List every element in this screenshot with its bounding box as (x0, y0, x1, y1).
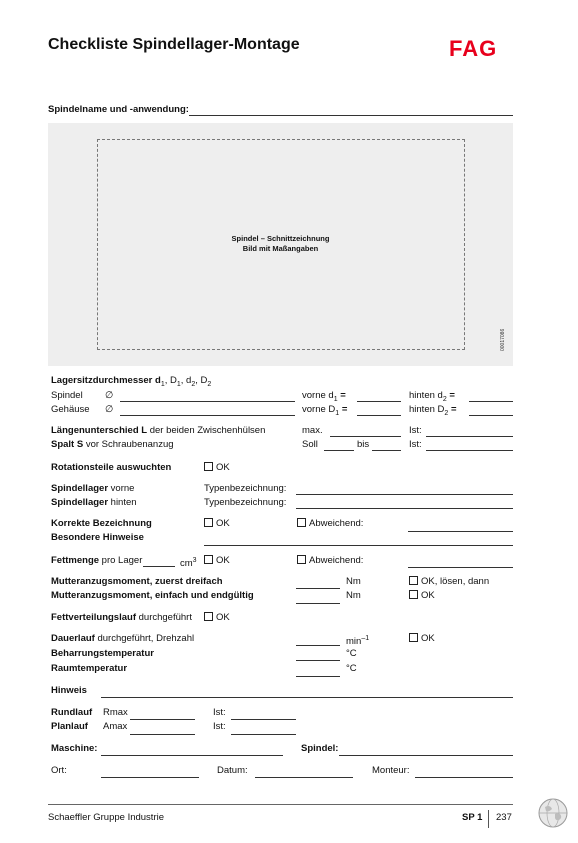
sketch-code: 00017086 (500, 328, 506, 351)
diameter-icon: ∅ (105, 390, 114, 401)
spindle-field[interactable] (339, 755, 513, 756)
bearing-rear-type-field[interactable] (296, 508, 513, 509)
grease-run-label: Fettverteilungslauf durchgeführt (51, 612, 192, 623)
marking-label: Korrekte Bezeichnung (51, 518, 152, 529)
hinten-d2-field[interactable] (469, 401, 513, 402)
gap-bis-label: bis (357, 439, 370, 450)
persistence-temp-field[interactable] (296, 660, 340, 661)
fag-logo: FAG (449, 36, 498, 61)
gap-label: Spalt S vor Schraubenanzug (51, 439, 174, 450)
notes-label: Besondere Hinweise (51, 532, 144, 543)
place-label: Ort: (51, 765, 67, 776)
length-ist-label: Ist: (409, 425, 422, 436)
bearing-front-label: Spindellager vorne (51, 483, 135, 494)
axial-ist-label: Ist: (213, 721, 226, 732)
grease-ok-checkbox[interactable]: OK (204, 555, 230, 567)
bearing-rear-label: Spindellager hinten (51, 497, 137, 508)
sketch-caption: Spindel – Schnittzeichnung Bild mit Maßangaben (231, 234, 330, 253)
spindel-diameter-field[interactable] (120, 401, 295, 402)
axial-ist-field[interactable] (231, 734, 296, 735)
endurance-ok-checkbox[interactable]: OK (409, 633, 435, 645)
nut-torque-first-unit: Nm (346, 576, 361, 587)
vorne-D1-label: vorne $D_1$ = (302, 404, 348, 417)
sketch-area (48, 123, 513, 366)
nut-torque-final-field[interactable] (296, 603, 340, 604)
bearing-front-type-label: Typenbezeichnung: (204, 483, 287, 494)
axial-runout-label: Planlauf (51, 721, 88, 732)
grease-dev-checkbox[interactable]: Abweichend: (297, 555, 363, 567)
hinten-D2-field[interactable] (469, 415, 513, 416)
balance-label: Rotationsteile auswuchten (51, 462, 172, 473)
room-temp-label: Raumtemperatur (51, 663, 128, 674)
note-label: Hinweis (51, 685, 87, 696)
nut-final-ok-checkbox[interactable]: OK (409, 590, 435, 602)
globe-icon (537, 797, 569, 834)
length-max-field[interactable] (330, 436, 401, 437)
nut-torque-first-label: Mutteranzugsmoment, zuerst dreifach (51, 576, 223, 587)
gap-ist-field[interactable] (426, 450, 513, 451)
grease-run-ok-checkbox[interactable]: OK (204, 612, 230, 624)
marking-dev-checkbox[interactable]: Abweichend: (297, 518, 363, 530)
gehaeuse-label: Gehäuse (51, 404, 90, 415)
endurance-rpm-unit: $\min^{-1}$ (346, 635, 370, 648)
grease-unit: $cm^3$ (180, 557, 197, 570)
page-title: Checkliste Spindellager-Montage (48, 36, 300, 53)
room-temp-field[interactable] (296, 676, 340, 677)
bearing-front-type-field[interactable] (296, 494, 513, 495)
nut-torque-final-unit: Nm (346, 590, 361, 601)
date-field[interactable] (255, 777, 353, 778)
hinten-D2-label: hinten $D_2$ = (409, 404, 457, 417)
gap-bis-field[interactable] (372, 450, 401, 451)
nut-first-ok-checkbox[interactable]: OK, lösen, dann (409, 576, 489, 588)
amax-label: Amax (103, 721, 128, 732)
persistence-temp-unit: °C (346, 648, 357, 659)
spindel-label: Spindel (51, 390, 83, 401)
hinten-d2-label: hinten $d_2$ = (409, 390, 455, 403)
grease-dev-field[interactable] (408, 567, 513, 568)
spindle-name-field[interactable] (189, 115, 513, 116)
footer-separator (488, 810, 489, 828)
diameter-icon: ∅ (105, 404, 114, 415)
footer-company: Schaeffler Gruppe Industrie (48, 812, 165, 823)
page-number: 237 (496, 812, 512, 823)
grease-label: Fettmenge pro Lager (51, 555, 143, 566)
gap-ist-label: Ist: (409, 439, 422, 450)
fitter-field[interactable] (415, 777, 513, 778)
bearing-rear-type-label: Typenbezeichnung: (204, 497, 287, 508)
radial-ist-field[interactable] (231, 719, 296, 720)
machine-label: Maschine: (51, 743, 98, 754)
date-label: Datum: (217, 765, 248, 776)
length-ist-field[interactable] (426, 436, 513, 437)
machine-field[interactable] (101, 755, 283, 756)
seat-title: Lagersitzdurchmesser $d_1$, $D_1$, $d_2$, $D_2$ (51, 375, 212, 388)
marking-ok-checkbox[interactable]: OK (204, 518, 230, 530)
radial-ist-label: Ist: (213, 707, 226, 718)
radial-runout-label: Rundlauf (51, 707, 93, 718)
length-diff-label: Längenunterschied L der beiden Zwischenhülsen (51, 425, 266, 436)
footer-code: SP 1 (462, 812, 483, 823)
vorne-d1-label: vorne $d_1$ = (302, 390, 346, 403)
gap-soll-field[interactable] (324, 450, 354, 451)
endurance-speed-field[interactable] (296, 645, 340, 646)
amax-field[interactable] (130, 734, 195, 735)
notes-field[interactable] (204, 545, 513, 546)
fitter-label: Monteur: (372, 765, 410, 776)
gehaeuse-diameter-field[interactable] (120, 415, 295, 416)
place-field[interactable] (101, 777, 199, 778)
note-field[interactable] (101, 697, 513, 698)
nut-torque-final-label: Mutteranzugsmoment, einfach und endgültig (51, 590, 254, 601)
length-max-label: max. (302, 425, 323, 436)
gap-soll-label: Soll (302, 439, 318, 450)
balance-ok-checkbox[interactable]: OK (204, 462, 230, 474)
spindle-label: Spindel: (301, 743, 339, 754)
room-temp-unit: °C (346, 663, 357, 674)
persistence-temp-label: Beharrungstemperatur (51, 648, 154, 659)
vorne-d1-field[interactable] (357, 401, 401, 402)
endurance-label: Dauerlauf durchgeführt, Drehzahl (51, 633, 195, 644)
grease-amount-field[interactable] (143, 566, 175, 567)
rmax-field[interactable] (130, 719, 195, 720)
rmax-label: Rmax (103, 707, 128, 718)
nut-torque-first-field[interactable] (296, 588, 340, 589)
vorne-D1-field[interactable] (357, 415, 401, 416)
spindle-name-label: Spindelname und -anwendung: (48, 104, 189, 115)
footer-divider (48, 804, 513, 805)
marking-dev-field[interactable] (408, 531, 513, 532)
